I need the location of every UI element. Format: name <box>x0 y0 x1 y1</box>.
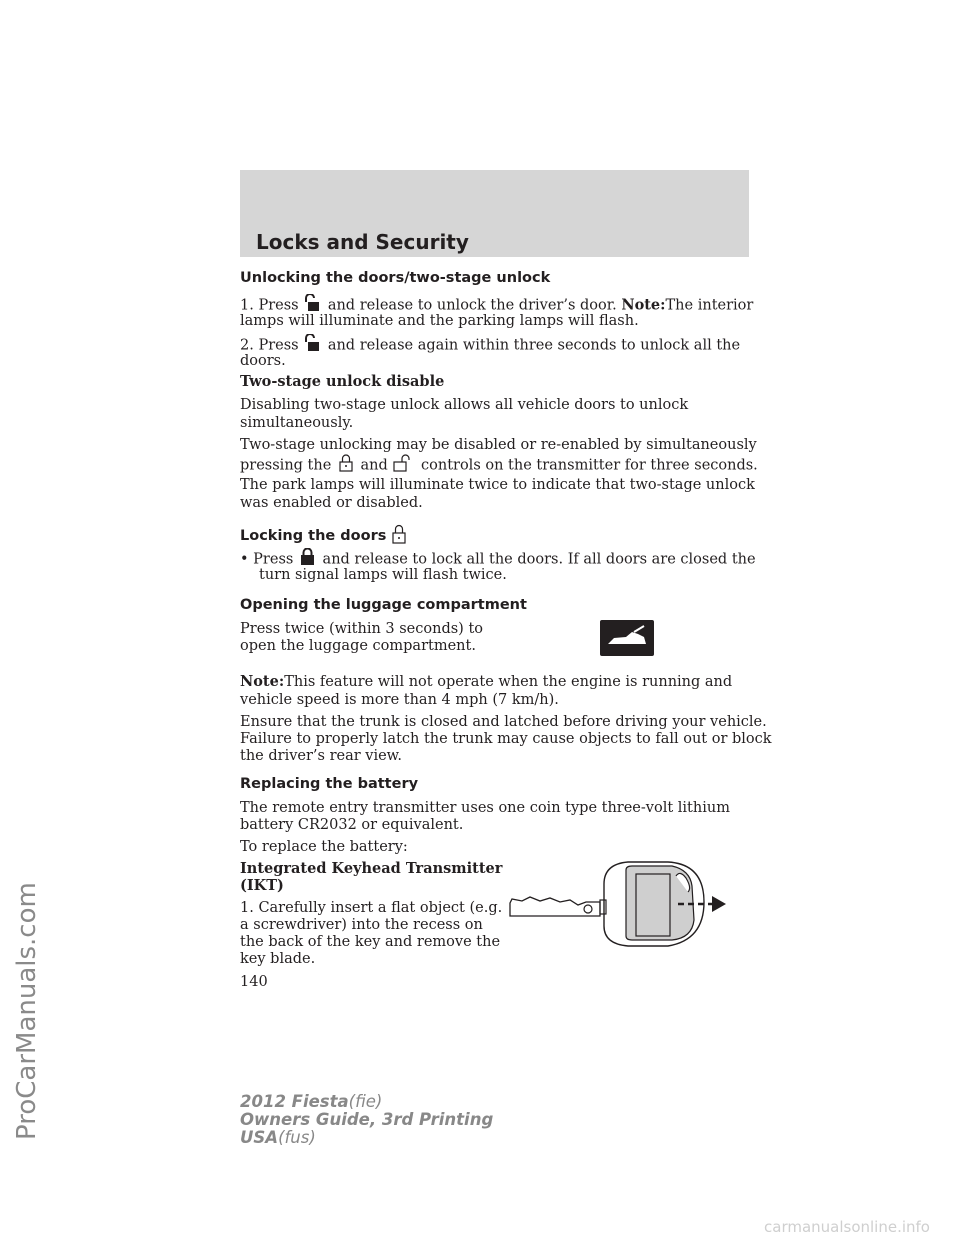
step1-note: The interior <box>665 297 754 314</box>
luggage-note-label: Note: <box>240 673 285 690</box>
locking-heading-text: Locking the doors <box>240 528 387 544</box>
page-number: 140 <box>240 974 268 990</box>
luggage-p-line2: Failure to properly latch the trunk may cause objects to fall out or block <box>240 731 772 747</box>
ikt-step1-line2: a screwdriver) into the recess on <box>240 917 483 933</box>
disable-p3-line2: was enabled or disabled. <box>240 495 423 511</box>
step2-post: and release again within three seconds to unlock all the <box>327 337 741 354</box>
step1-note-label: Note: <box>621 296 666 314</box>
watermark: ProCarManuals.com <box>12 882 42 1140</box>
footer-model-line <box>240 1093 382 1111</box>
luggage-line1: Press twice (within 3 seconds) to <box>240 621 483 637</box>
unlock-step1-line2: lamps will illuminate and the parking lamps will flash. <box>240 313 639 329</box>
battery-line3: To replace the battery: <box>240 839 408 855</box>
luggage-line2: open the luggage compartment. <box>240 638 476 654</box>
ikt-step1-line1: 1. Carefully insert a flat object (e.g. <box>240 900 503 916</box>
locking-bullet-line2: turn signal lamps will flash twice. <box>259 567 507 583</box>
footer-guide: Owners Guide, 3rd Printing <box>240 1110 494 1129</box>
ikt-step1-line4: key blade. <box>240 951 316 967</box>
ikt-step1-line3: the back of the key and remove the <box>240 934 501 950</box>
disable-p1-line2: simultaneously. <box>240 415 354 431</box>
footer-model-code: (fie) <box>348 1092 383 1111</box>
unlock-icon <box>303 334 323 357</box>
step1-pre: 1. Press <box>240 297 299 314</box>
locking-heading <box>240 523 407 549</box>
battery-line2: battery CR2032 or equivalent. <box>240 817 464 833</box>
lock-outline-icon <box>336 453 356 478</box>
unlock-step2-line2: doors. <box>240 353 286 369</box>
luggage-p-line1: Ensure that the trunk is closed and latched before driving your vehicle. <box>240 714 767 730</box>
step1-post: and release to unlock the driver’s door. <box>327 297 617 314</box>
ikt-heading-line1: Integrated Keyhead Transmitter <box>240 860 503 877</box>
footer-country-line <box>240 1129 316 1147</box>
luggage-note-text: This feature will not operate when the engine is running and <box>284 674 733 690</box>
trunk-release-icon <box>600 620 654 656</box>
battery-line1: The remote entry transmitter uses one coin type three-volt lithium <box>240 800 730 816</box>
footer-model: 2012 Fiesta <box>240 1092 349 1111</box>
bottom-url: carmanualsonline.info <box>764 1218 930 1236</box>
footer-country-code: (fus) <box>278 1128 316 1147</box>
luggage-heading: Opening the luggage compartment <box>240 597 527 613</box>
battery-heading: Replacing the battery <box>240 776 419 792</box>
unlock-step2 <box>240 334 740 357</box>
luggage-note-line1 <box>240 673 732 691</box>
disable-p2-and: and <box>360 457 388 474</box>
unlock-heading: Unlocking the doors/two-stage unlock <box>240 270 551 286</box>
luggage-p-line3: the driver’s rear view. <box>240 748 402 764</box>
disable-p2-line2 <box>240 453 758 478</box>
luggage-note-line2: vehicle speed is more than 4 mph (7 km/h). <box>240 692 559 708</box>
disable-p2-line1: Two-stage unlocking may be disabled or re-enabled by simultaneously <box>240 437 757 453</box>
locking-post: and release to lock all the doors. If all doors are closed the <box>322 551 756 568</box>
unlock-outline-icon <box>392 453 416 478</box>
locking-pre: Press <box>253 551 294 568</box>
disable-p3-line1: The park lamps will illuminate twice to indicate that two-stage unlock <box>240 477 755 493</box>
bullet: • <box>240 551 249 568</box>
footer-country: USA <box>240 1128 279 1147</box>
ikt-heading-line2: (IKT) <box>240 877 284 894</box>
disable-p1-line1: Disabling two-stage unlock allows all vehicle doors to unlock <box>240 397 689 413</box>
disable-heading: Two-stage unlock disable <box>240 373 445 390</box>
disable-p2-post: controls on the transmitter for three seconds. <box>421 457 758 474</box>
disable-p2-pre: pressing the <box>240 457 332 474</box>
section-title: Locks and Security <box>256 230 469 254</box>
lock-outline-icon <box>391 523 407 549</box>
step2-pre: 2. Press <box>240 337 299 354</box>
key-transmitter-illustration <box>508 856 726 952</box>
